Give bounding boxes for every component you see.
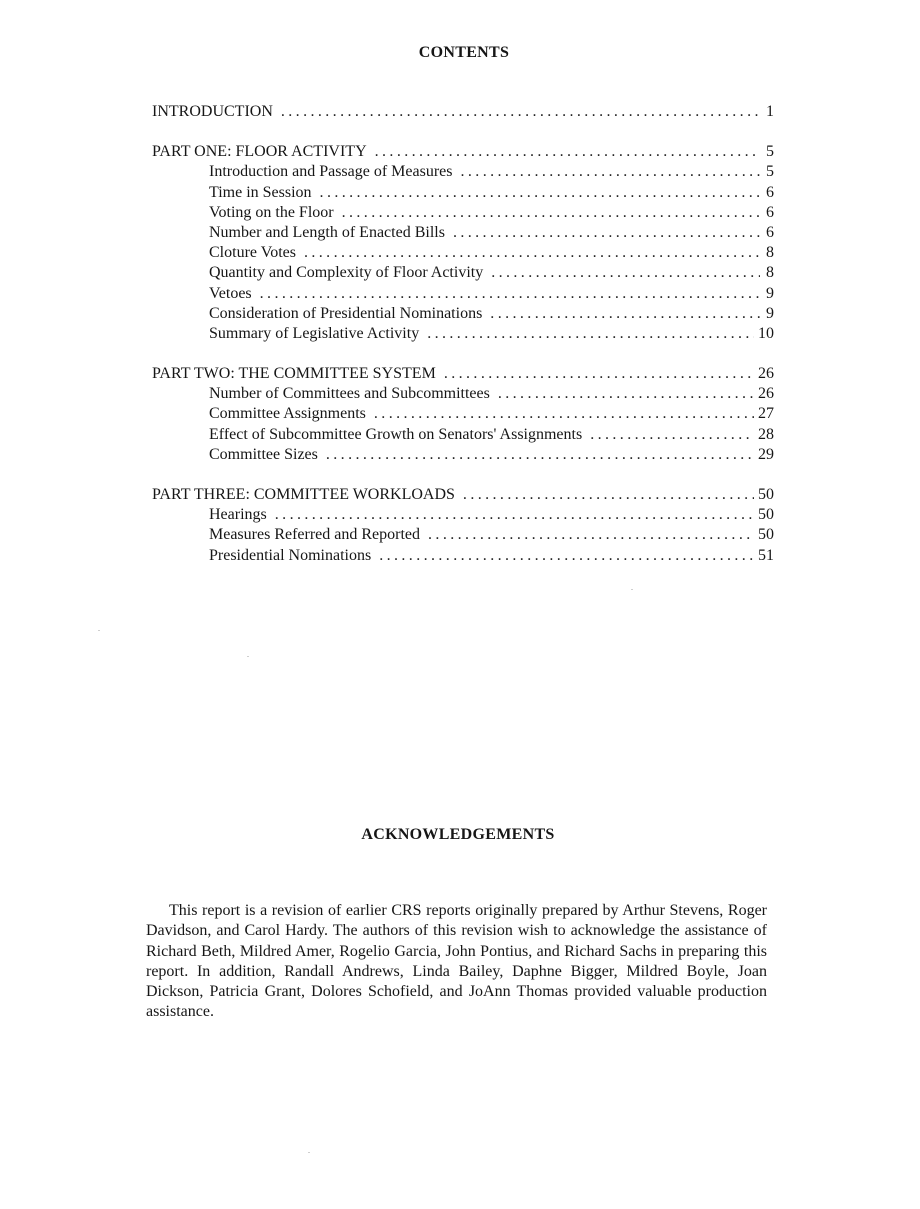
toc-subentry[interactable]	[152, 162, 774, 182]
toc-page-number: 6	[766, 183, 774, 201]
toc-subentry[interactable]	[152, 263, 774, 283]
dot-leader	[260, 284, 760, 304]
toc-entry-label: Presidential Nominations	[209, 546, 372, 564]
dot-leader	[281, 102, 760, 122]
toc-subentry[interactable]	[152, 384, 774, 404]
toc-subentry[interactable]	[152, 445, 774, 465]
toc-subentry[interactable]	[152, 243, 774, 263]
toc-entry-label: Vetoes	[209, 284, 252, 302]
toc-section-part-two	[152, 364, 774, 465]
dot-leader	[444, 364, 754, 384]
toc-page-number: 6	[766, 223, 774, 241]
dot-leader	[320, 183, 760, 203]
dot-leader	[342, 203, 760, 223]
toc-entry-part-three[interactable]	[152, 485, 774, 505]
toc-section-part-one	[152, 142, 774, 344]
toc-page-number: 26	[758, 365, 774, 383]
toc-page-number: 9	[766, 284, 774, 302]
dot-leader	[427, 324, 754, 344]
toc-entry-label: Number and Length of Enacted Bills	[209, 223, 445, 241]
dot-leader	[461, 162, 761, 182]
acknowledgements-heading: ACKNOWLEDGEMENTS	[361, 826, 555, 843]
scan-speck	[98, 630, 100, 631]
toc-page-number: 50	[758, 486, 774, 503]
toc-entry-label: PART TWO: THE COMMITTEE SYSTEM	[152, 365, 436, 383]
scan-speck	[308, 1152, 310, 1153]
toc-subentry[interactable]	[152, 324, 774, 344]
toc-entry-introduction[interactable]	[152, 102, 774, 122]
dot-leader	[374, 404, 754, 424]
dot-leader	[304, 243, 760, 263]
toc-entry-label: Cloture Votes	[209, 244, 296, 262]
dot-leader	[379, 546, 754, 566]
dot-leader	[375, 142, 760, 162]
dot-leader	[463, 485, 754, 505]
toc-entry-label: PART ONE: FLOOR ACTIVITY	[152, 143, 367, 161]
dot-leader	[498, 384, 754, 404]
dot-leader	[590, 425, 754, 445]
toc-page-number: 5	[766, 143, 774, 161]
toc-page-number: 6	[766, 203, 774, 221]
toc-page-number: 10	[758, 324, 774, 342]
toc-entry-label: Committee Assignments	[209, 405, 366, 423]
toc-entry-label: Number of Committees and Subcommittees	[209, 385, 490, 403]
toc-subentry[interactable]	[152, 284, 774, 304]
dot-leader	[453, 223, 760, 243]
dot-leader	[428, 525, 754, 545]
dot-leader	[490, 304, 760, 324]
toc-page-number: 51	[758, 546, 774, 564]
toc-entry-label: Effect of Subcommittee Growth on Senators' Assignments	[209, 425, 583, 443]
toc-entry-label: Voting on the Floor	[209, 203, 334, 221]
toc-page-number: 29	[758, 445, 774, 463]
scan-speck	[631, 589, 633, 590]
contents-heading: CONTENTS	[418, 44, 510, 61]
toc-subentry[interactable]	[152, 183, 774, 203]
toc-page-number: 5	[766, 163, 774, 181]
toc-section-part-three	[152, 485, 774, 566]
dot-leader	[326, 445, 754, 465]
toc-entry-label: PART THREE: COMMITTEE WORKLOADS	[152, 486, 455, 503]
toc-subentry[interactable]	[152, 304, 774, 324]
toc-subentry[interactable]	[152, 425, 774, 445]
toc-subentry[interactable]	[152, 203, 774, 223]
toc-page-number: 8	[766, 264, 774, 282]
toc-page-number: 28	[758, 425, 774, 443]
toc-subentry[interactable]	[152, 223, 774, 243]
toc-entry-label: Consideration of Presidential Nominations	[209, 304, 483, 322]
toc-subentry[interactable]	[152, 404, 774, 424]
toc-entry-label: Hearings	[209, 506, 267, 524]
toc-entry-label: Summary of Legislative Activity	[209, 324, 420, 342]
toc-page-number: 27	[758, 405, 774, 423]
toc-page-number: 1	[766, 103, 774, 120]
toc-entry-label: Quantity and Complexity of Floor Activity	[209, 264, 484, 282]
acknowledgements-paragraph: This report is a revision of earlier CRS reports originally prepared by Arthur Stevens, Roger Davidson, and Carol Hardy. The authors of this revision wish to acknowledge the assistance of Richard Beth, Mildred Amer, Rogelio Garcia, John Pontius, and Richard Sachs in preparing this report. In addition, Randall Andrews, Linda Bailey, Daphne Bigger, Mildred Boyle, Joan Dickson, Patricia Grant, Dolores Schofield, and JoAnn Thomas provided valuable production assistance.	[146, 902, 767, 1021]
toc-subentry[interactable]	[152, 546, 774, 566]
toc-page-number: 26	[758, 385, 774, 403]
toc-page-number: 50	[758, 526, 774, 544]
toc-page-number: 9	[766, 304, 774, 322]
toc-entry-part-one[interactable]	[152, 142, 774, 162]
toc-entry-label: Time in Session	[209, 183, 312, 201]
table-of-contents	[152, 102, 774, 566]
toc-entry-label: Committee Sizes	[209, 445, 318, 463]
toc-entry-label: Measures Referred and Reported	[209, 526, 421, 544]
toc-subentry[interactable]	[152, 505, 774, 525]
toc-page-number: 8	[766, 244, 774, 262]
toc-entry-label: Introduction and Passage of Measures	[209, 163, 453, 181]
toc-subentry[interactable]	[152, 525, 774, 545]
scan-speck	[247, 656, 249, 657]
toc-entry-label: INTRODUCTION	[152, 103, 273, 120]
dot-leader	[491, 263, 760, 283]
toc-page-number: 50	[758, 506, 774, 524]
dot-leader	[275, 505, 754, 525]
toc-entry-part-two[interactable]	[152, 364, 774, 384]
